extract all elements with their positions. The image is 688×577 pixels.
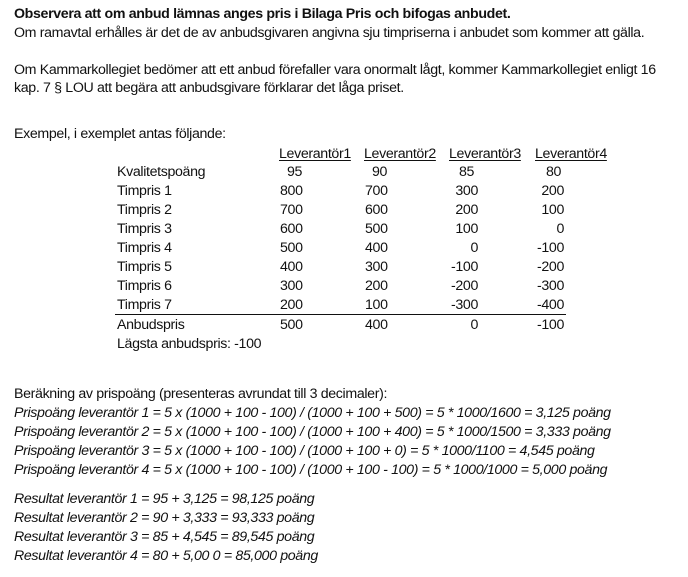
- table-cell: -200: [537, 259, 564, 275]
- row-label: Timpris 6: [117, 278, 172, 294]
- table-cell: 0: [556, 221, 564, 237]
- intro-heading: Observera att om anbud lämnas anges pris i Bilaga Pris och bifogas anbudet.: [14, 6, 511, 22]
- table-cell: 800: [280, 183, 303, 199]
- table-cell: 600: [365, 202, 388, 218]
- row-label: Anbudspris: [117, 317, 185, 333]
- table-cell: 400: [365, 317, 388, 333]
- result-line: Resultat leverantör 3 = 85 + 4,545 = 89,545 poäng: [14, 529, 315, 545]
- table-cell: 95: [287, 164, 303, 180]
- column-header: Leverantör4: [535, 146, 607, 162]
- intro-text-3: kap. 7 § LOU att begära att anbudsgivare förklarar det låga priset.: [14, 80, 404, 96]
- table-cell: 200: [455, 202, 478, 218]
- calculation-line: Prispoäng leverantör 2 = 5 x (1000 + 100 - 100) / (1000 + 100 + 400) = 5 * 1000/1500 = 3,333 poäng: [14, 424, 611, 440]
- table-cell: 500: [365, 221, 388, 237]
- table-cell: 700: [280, 202, 303, 218]
- table-cell: 90: [372, 164, 388, 180]
- table-cell: 700: [365, 183, 388, 199]
- lowest-bid: Lägsta anbudspris: -100: [117, 336, 262, 352]
- table-cell: 80: [546, 164, 562, 180]
- calculation-heading: Beräkning av prispoäng (presenteras avrundat till 3 decimaler):: [14, 386, 388, 402]
- table-cell: 200: [541, 183, 564, 199]
- table-cell: -300: [451, 297, 478, 313]
- row-label: Timpris 1: [117, 183, 172, 199]
- intro-text-1: Om ramavtal erhålles är det de av anbudsgivaren angivna sju timpriserna i anbudet som kommer att gälla.: [14, 25, 645, 41]
- table-cell: -200: [451, 278, 478, 294]
- table-cell: 0: [470, 317, 478, 333]
- table-cell: 200: [365, 278, 388, 294]
- row-label: Timpris 2: [117, 202, 172, 218]
- table-cell: -400: [537, 297, 564, 313]
- table-cell: 400: [365, 240, 388, 256]
- table-cell: 100: [455, 221, 478, 237]
- calculation-line: Prispoäng leverantör 3 = 5 x (1000 + 100 - 100) / (1000 + 100 + 0) = 5 * 1000/1100 = 4,545 poäng: [14, 443, 595, 459]
- table-cell: 300: [280, 278, 303, 294]
- table-cell: -100: [537, 240, 564, 256]
- result-line: Resultat leverantör 2 = 90 + 3,333 = 93,333 poäng: [14, 510, 315, 526]
- calculation-line: Prispoäng leverantör 1 = 5 x (1000 + 100 - 100) / (1000 + 100 + 500) = 5 * 1000/1600 = 3,125 poäng: [14, 405, 611, 421]
- intro-text-2: Om Kammarkollegiet bedömer att ett anbud förefaller vara onormalt lågt, kommer Kammarkollegiet enligt 16: [14, 62, 656, 78]
- row-label: Timpris 4: [117, 240, 172, 256]
- table-cell: -100: [451, 259, 478, 275]
- table-cell: 300: [455, 183, 478, 199]
- table-cell: 500: [280, 317, 303, 333]
- example-label: Exempel, i exemplet antas följande:: [14, 126, 226, 142]
- table-cell: 85: [459, 164, 475, 180]
- result-line: Resultat leverantör 4 = 80 + 5,00 0 = 85,000 poäng: [14, 548, 318, 564]
- table-cell: 400: [280, 259, 303, 275]
- table-cell: -300: [537, 278, 564, 294]
- row-label: Timpris 7: [117, 297, 172, 313]
- table-cell: 200: [280, 297, 303, 313]
- table-cell: 100: [365, 297, 388, 313]
- table-cell: 600: [280, 221, 303, 237]
- table-cell: 0: [470, 240, 478, 256]
- table-cell: 100: [541, 202, 564, 218]
- row-label: Timpris 3: [117, 221, 172, 237]
- column-header: Leverantör2: [364, 146, 436, 162]
- calculation-line: Prispoäng leverantör 4 = 5 x (1000 + 100 - 100) / (1000 + 100 - 100) = 5 * 1000/1000 = 5,000 poäng: [14, 462, 608, 478]
- table-cell: 500: [280, 240, 303, 256]
- table-cell: 300: [365, 259, 388, 275]
- result-line: Resultat leverantör 1 = 95 + 3,125 = 98,125 poäng: [14, 491, 315, 507]
- row-label: Kvalitetspoäng: [117, 164, 206, 180]
- column-header: Leverantör1: [279, 146, 351, 162]
- row-label: Timpris 5: [117, 259, 172, 275]
- sum-rule: [115, 314, 566, 315]
- table-cell: -100: [537, 317, 564, 333]
- column-header: Leverantör3: [449, 146, 521, 162]
